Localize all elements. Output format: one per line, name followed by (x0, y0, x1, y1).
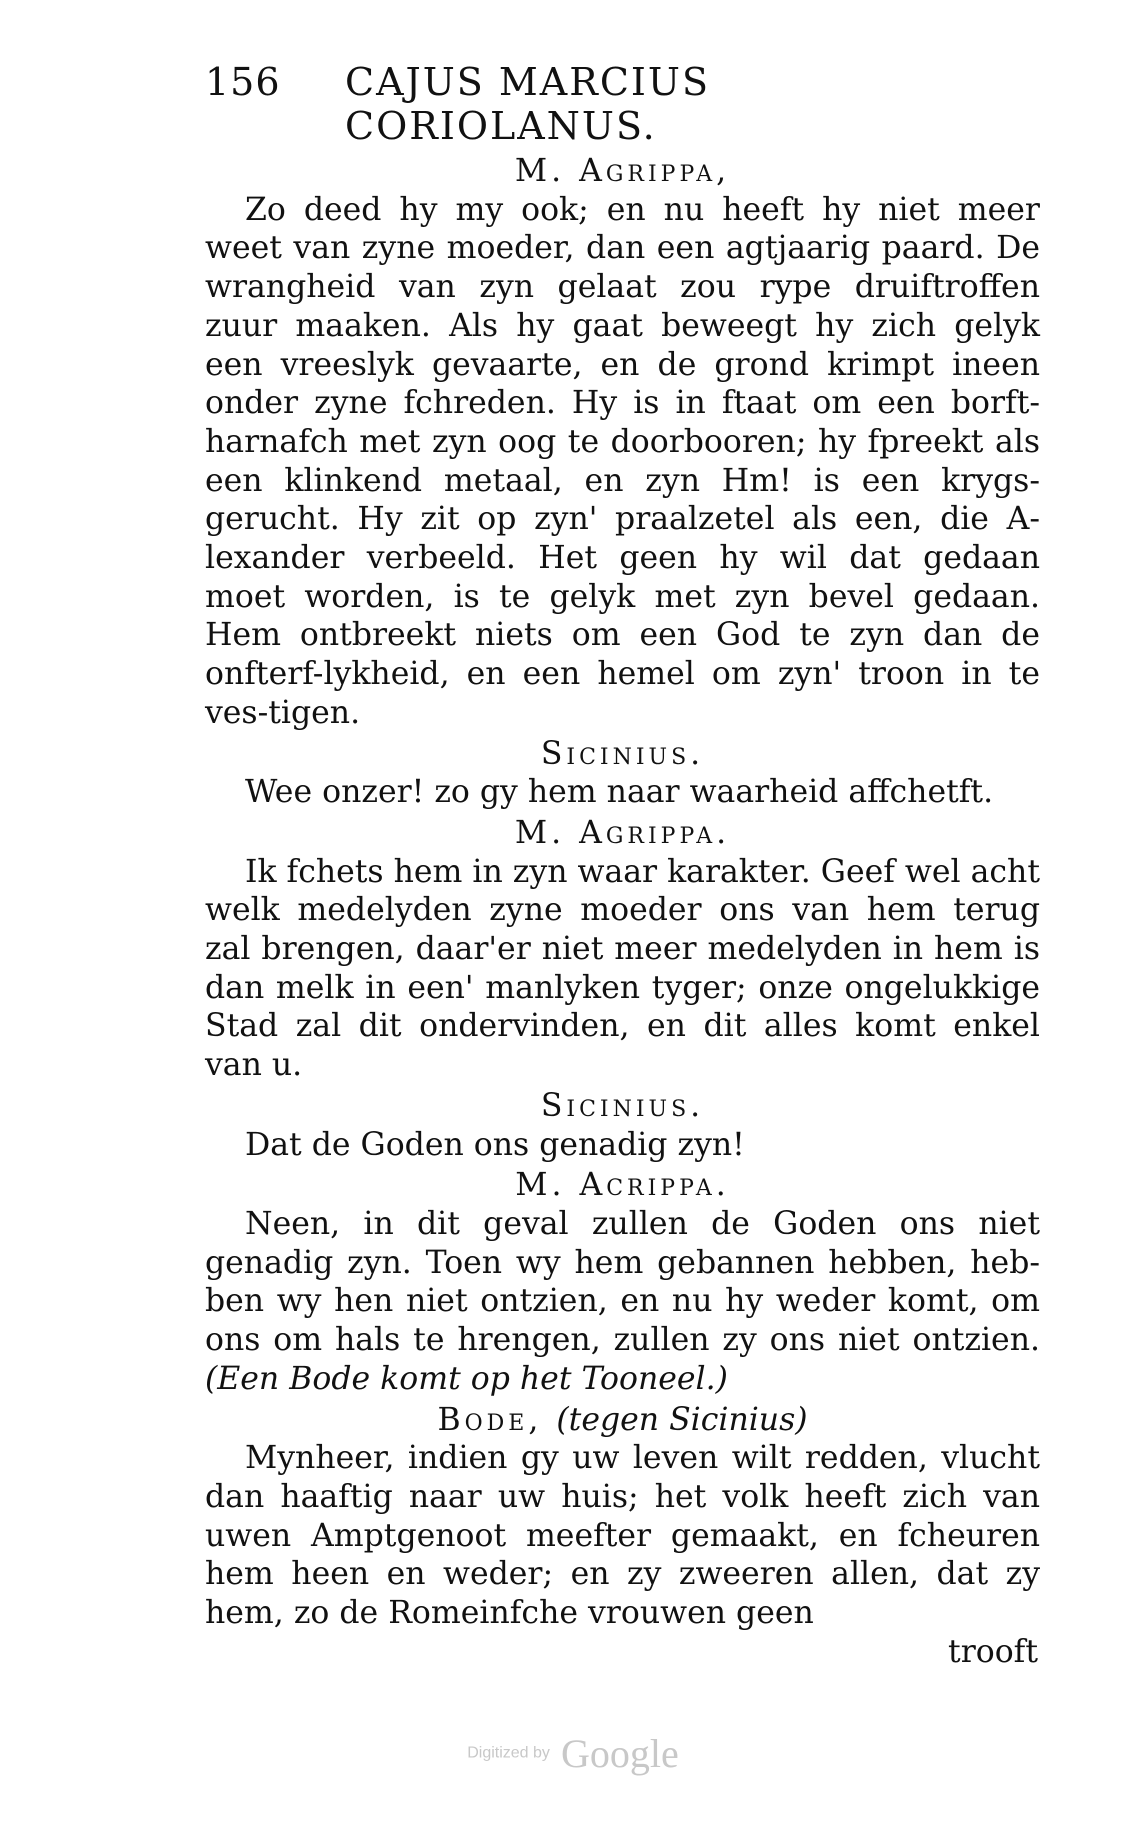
speaker-heading (205, 1401, 1040, 1440)
speech-paragraph (205, 1205, 1040, 1399)
running-title: CAJUS MARCIUS CORIOLANUS. (345, 60, 710, 148)
speech-paragraph: Mynheer, indien gy uw leven wilt redden, vlucht dan haaftig naar uw huis; het volk heeft zich van uwen Amptgenoot meefter gemaakt, en fcheuren hem heen en weder; en zy zweeren allen, dat zy hem, zo de Romeinfche vrouwen geen (205, 1440, 1040, 1632)
page-header (205, 50, 995, 148)
speech-paragraph: Dat de Goden ons genadig zyn! (245, 1126, 745, 1163)
stage-direction: (Een Bode komt op het Tooneel.) (205, 1360, 728, 1397)
speaker-heading: M. Acrippa. (515, 1167, 730, 1204)
speaker-heading: M. Agrippa. (514, 814, 731, 851)
speaker-heading: Sicinius. (540, 1087, 705, 1124)
speaker-heading: M. Agrippa, (514, 153, 731, 189)
digitized-watermark (0, 1730, 1146, 1777)
catchword: trooft (948, 1633, 1038, 1670)
speech-paragraph: Wee onzer! zo gy hem naar waarheid affchetft. (245, 774, 994, 811)
google-logo: Google (561, 1731, 679, 1776)
speaker-name: Bode, (437, 1401, 543, 1438)
watermark-caption: Digitized by (467, 1744, 550, 1762)
stage-direction: (tegen Sicinius) (556, 1401, 808, 1438)
page-body (205, 150, 1040, 1671)
speech-paragraph: Ik fchets hem in zyn waar karakter. Geef wel acht welk medelyden zyne moeder ons van hem terug zal brengen, daar'er niet meer medelyden in hem is dan melk in een' manlyken tyger; onze ongelukkige Stad zal dit ondervinden, en dit alles komt enkel van u. (205, 853, 1040, 1084)
speech-text: Neen, in dit geval zullen de Goden ons niet genadig zyn. Toen wy hem gebannen hebben, heb-ben wy hen niet ontzien, en nu hy weder komt, om ons om hals te hrengen, zullen zy ons niet ontzien. (205, 1205, 1040, 1359)
page-number: 156 (205, 60, 281, 104)
speech-paragraph: Zo deed hy my ook; en nu heeft hy niet meer weet van zyne moeder, dan een agtjaarig paard. De wrangheid van zyn gelaat zou rype druiftroffen zuur maaken. Als hy gaat beweegt hy zich gelyk een vreeslyk gevaarte, en de grond krimpt ineen onder zyne fchreden. Hy is in ftaat om een borft-harnafch met zyn oog te doorbooren; hy fpreekt als een klinkend metaal, en zyn Hm! is een krygs-gerucht. Hy zit op zyn' praalzetel als een, die A-lexander verbeeld. Het geen hy wil dat gedaan moet worden, is te gelyk met zyn bevel gedaan. Hem ontbreekt niets om een God te zyn dan de onfterf-lykheid, en een hemel om zyn' troon in te ves-tigen. (205, 191, 1040, 731)
speaker-heading: Sicinius. (540, 735, 705, 772)
